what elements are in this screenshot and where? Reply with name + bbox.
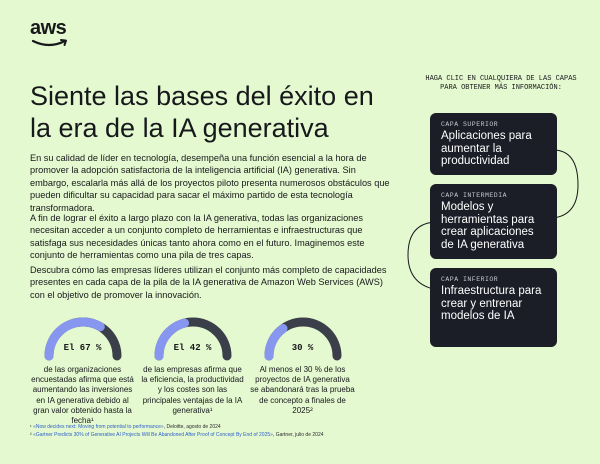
layer-name: Modelos y herramientas para crear aplicaciones de IA generativa bbox=[441, 201, 535, 251]
footnote-source: , Gartner, julio de 2024 bbox=[272, 431, 324, 438]
stat-67-percent bbox=[30, 315, 135, 426]
gauge-30 bbox=[263, 315, 343, 361]
layers-instruction: HAGA CLIC EN CUALQUIERA DE LAS CAPAS PARA OBTENER MÁS INFORMACIÓN: bbox=[425, 75, 577, 92]
layer-middle-card[interactable] bbox=[430, 184, 557, 259]
stat-value: 30 % bbox=[291, 343, 314, 353]
layer-top-card[interactable] bbox=[430, 113, 557, 175]
gauge-42 bbox=[153, 315, 233, 361]
toolkit-paragraph: A fin de lograr el éxito a largo plazo con la IA generativa, todas las organizaciones necesitan acceder a un conjunto completo de herramientas e infraestructuras que satisfaga sus necesidades únicas tanto ahora como en el futuro. Imaginemos este conjunto de herramientas como una pila de tres capas. bbox=[30, 213, 365, 261]
intro-paragraph: En su calidad de líder en tecnología, desempeña una función esencial a la hora de promover la adopción satisfactoria de la inteligencia artificial (IA) generativa. Sin embargo, escalarla más allá de los proyectos piloto presenta numerosos obstáculos que pueden dificultar su capacidad para sacar el máximo partido de esta tecnología transformadora. bbox=[30, 153, 390, 213]
aws-smile-icon bbox=[31, 38, 71, 48]
layer-name: Infraestructura para crear y entrenar modelos de IA bbox=[441, 285, 542, 322]
footnote-link[interactable]: «Now decides next: Moving from potential to performance» bbox=[33, 424, 164, 430]
layer-tag: CAPA INFERIOR bbox=[441, 276, 499, 283]
aws-logo bbox=[30, 18, 74, 50]
gauge-67 bbox=[43, 315, 123, 361]
aws-logo-text: aws bbox=[30, 17, 67, 39]
layers-panel bbox=[403, 0, 600, 464]
stat-42-percent bbox=[140, 315, 245, 416]
footnote-source: , Deloitte, agosto de 2024 bbox=[163, 424, 221, 430]
footnote-1 bbox=[30, 424, 390, 432]
footnote-marker: ¹ bbox=[30, 424, 32, 430]
footnote-2 bbox=[30, 432, 390, 440]
footnote-marker: ² bbox=[30, 431, 32, 438]
stat-value: El 42 % bbox=[173, 343, 212, 353]
page-title: Siente las bases del éxito en la era de la IA generativa bbox=[30, 81, 374, 143]
discover-paragraph: Descubra cómo las empresas líderes utilizan el conjunto más completo de capacidades presentes en cada capa de la pila de la IA generativa de Amazon Web Services (AWS) con el objetivo de promover la innovación. bbox=[30, 265, 387, 300]
layer-tag: CAPA INTERMEDIA bbox=[441, 192, 508, 199]
footnote-link[interactable]: «Gartner Predicts 30% of Generative AI Projects Will Be Abandoned After Proof of Concept By End of 2025» bbox=[33, 431, 273, 438]
stat-description: Al menos el 30 % de los proyectos de IA generativa se abandonará tras la prueba de concepto a finales de 2025² bbox=[250, 365, 355, 415]
stat-description: de las empresas afirma que la eficiencia, la productividad y los costes son las principales ventajas de la IA generativa¹ bbox=[141, 365, 244, 415]
footnotes bbox=[30, 424, 390, 439]
layer-bottom-card[interactable] bbox=[430, 268, 557, 347]
stat-30-percent bbox=[250, 315, 355, 416]
stat-value: El 67 % bbox=[63, 343, 102, 353]
layer-name: Aplicaciones para aumentar la productividad bbox=[441, 130, 532, 167]
layer-tag: CAPA SUPERIOR bbox=[441, 121, 499, 128]
stat-description: de las organizaciones encuestadas afirma que está aumentando las inversiones en IA generativa debido al gran valor obtenido hasta la fecha¹ bbox=[31, 365, 134, 426]
